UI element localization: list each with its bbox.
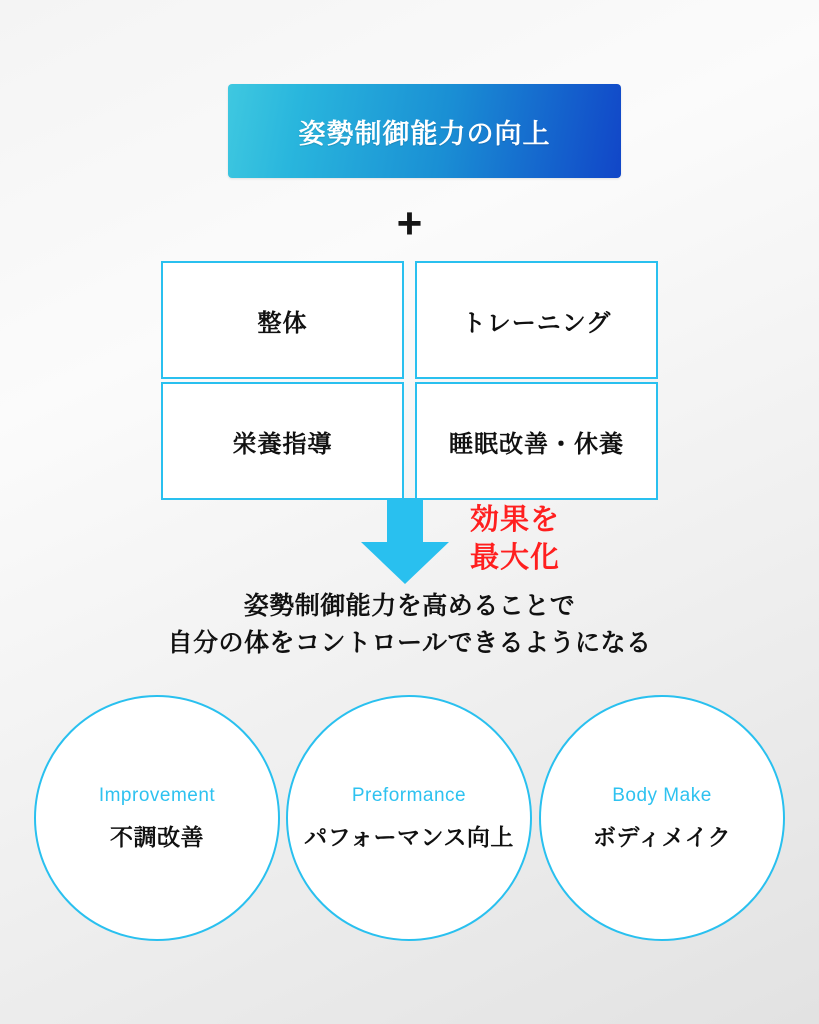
down-arrow-icon (357, 498, 453, 584)
emphasis-text (470, 501, 710, 577)
grid-box-label: 整体 (257, 309, 308, 337)
circle-en-label: Improvement (98, 784, 216, 806)
grid-box-seitai (161, 261, 404, 379)
circle-en-label: Preformance (351, 784, 467, 806)
circle-jp-label: パフォーマンス向上 (304, 823, 514, 850)
method-grid (161, 261, 658, 500)
circle-jp-label: ボディメイク (592, 823, 732, 850)
circle-en-label: Body Make (612, 784, 712, 806)
emphasis-line-1: 効果を (470, 504, 561, 536)
plus-operator: + (396, 199, 423, 248)
caption-text (0, 588, 819, 662)
grid-box-label: トレーニング (461, 309, 612, 337)
grid-box-sleep-rest (415, 382, 658, 500)
emphasis-line-2: 最大化 (470, 542, 561, 574)
grid-box-nutrition (161, 382, 404, 500)
circle-improvement (34, 695, 280, 941)
banner-posture-control (228, 84, 621, 178)
circle-body-make (539, 695, 785, 941)
circle-preformance (286, 695, 532, 941)
caption-line-1: 姿勢制御能力を高めることで (243, 592, 576, 620)
banner-title: 姿勢制御能力の向上 (298, 118, 551, 149)
outcome-circles (34, 695, 785, 945)
grid-box-label: 睡眠改善・休養 (449, 430, 624, 458)
grid-box-training (415, 261, 658, 379)
circle-jp-label: 不調改善 (110, 823, 204, 850)
caption-line-2: 自分の体をコントロールできるようになる (167, 629, 652, 657)
grid-box-label: 栄養指導 (232, 430, 333, 458)
